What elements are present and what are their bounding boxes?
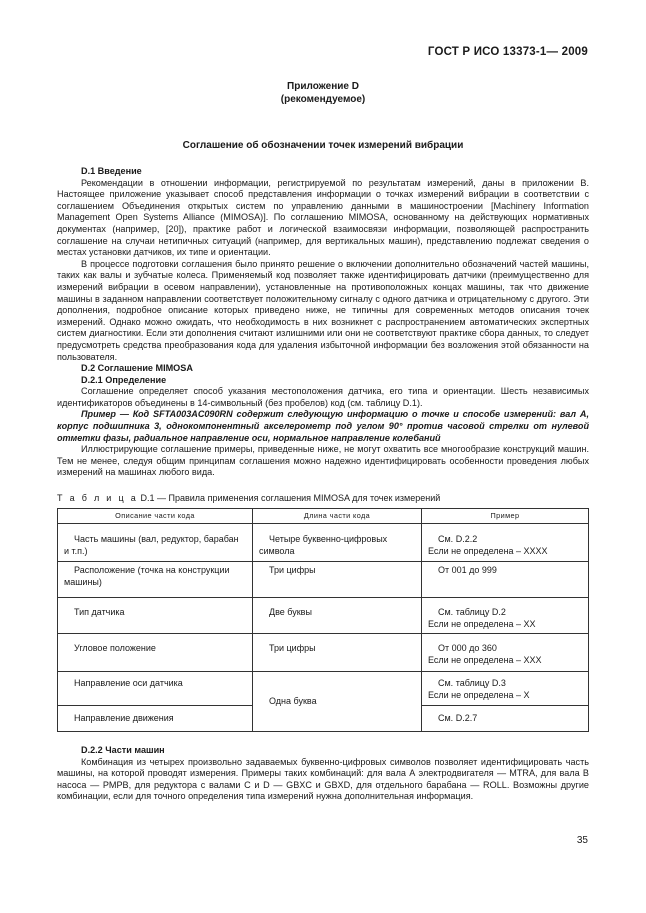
table-cell-example	[422, 672, 589, 706]
column-header-example: Пример	[422, 509, 589, 524]
table-cell-example	[422, 562, 589, 598]
appendix-status: (рекомендуемое)	[280, 94, 366, 105]
table-cell-description: Направление оси датчика	[58, 672, 253, 706]
table-cell-description: Часть машины (вал, редуктор, барабан и т.п.)	[58, 524, 253, 562]
table-caption	[57, 493, 440, 503]
section-d22-paragraph-1: Комбинация из четырех произвольно задаваемых буквенно-цифровых символов позволяет идентифицировать часть машины, на которой проводят измерения. Примеры таких комбинаций: для вала А электродвигателя — MTRA, для вала В насоса — PMPB, для редуктора с валами С и D — GBXC и GBXD, для отдельного барабана — ROLL. Возможны другие комбинации, если для точного определения типа измерений нужна дополнительная информация.	[57, 756, 589, 802]
section-d21-example: Пример — Код SFTA003AC090RN содержит следующую информацию о точке и способе измерений: вал А, корпус подшипника 3, однокомпонентный акселерометр под углом 90° против часовой стрелки от нулевой отметки фазы, радиальное направление оси, нормальное направление колебаний	[57, 409, 589, 443]
example-default: Если не определена – XXX	[428, 654, 542, 665]
table-cell-length: Две буквы	[253, 598, 422, 634]
appendix-title: Соглашение об обозначении точек измерений вибрации	[182, 140, 464, 151]
appendix-heading	[0, 80, 646, 106]
section-d2-heading: D.2 Соглашение MIMOSA	[81, 363, 193, 374]
table-cell-example	[422, 634, 589, 672]
table-cell-example	[422, 598, 589, 634]
example-value: От 000 до 360	[438, 643, 497, 653]
section-d22-heading: D.2.2 Части машин	[81, 745, 165, 755]
example-value: См. таблицу D.3	[438, 678, 506, 688]
section-d21-paragraph-2: Иллюстрирующие соглашение примеры, приведенные ниже, не могут охватить все многообразие конструкций машин. Тем не менее, следуя общим принципам соглашения можно надежно идентифицировать особенности проведения любых измерений на машинах любого вида.	[57, 444, 589, 478]
table-cell-length-merged: Одна буква	[253, 672, 422, 732]
section-d1-paragraph-2: В процессе подготовки соглашения было принято решение о включении дополнительно обозначений частей машины, таких как валы и зубчатые колеса. Применяемый код позволяет также идентифицировать датчики (преимущественно для измерений вибрации в осевом направлении), установленные на противоположных концах машины, так что движение машины в заданном направлении соответствует положительному сигналу с одного датчика и отрицательному с другого. Эти дополнения, подробное описание которых приведено ниже, не типичны для современных методов описания точек измерений. Однако можно ожидать, что необходимость в них возникнет с распространением автоматических экспертных систем диагностики. Если эти дополнения считают излишними или они не соответствуют практике сбора данных, то следует предусмотреть средства преобразования кода для удаления избыточной информации без возложения этой обязанности на пользователя.	[57, 258, 589, 362]
section-d1-heading: D.1 Введение	[81, 166, 142, 176]
table-cell-length: Четыре буквенно-цифровых символа	[253, 524, 422, 562]
table-row	[58, 634, 589, 672]
example-value: См. таблицу D.2	[438, 607, 506, 617]
table-cell-description: Угловое положение	[58, 634, 253, 672]
example-value: См. D.2.2	[438, 534, 478, 544]
table-header-row	[58, 509, 589, 524]
example-value: См. D.2.7	[438, 713, 478, 723]
table-cell-example	[422, 706, 589, 732]
table-cell-length: Три цифры	[253, 562, 422, 598]
section-d1-paragraph-1: Рекомендации в отношении информации, регистрируемой по результатам измерений, даны в приложении В. Настоящее приложение указывает способ представления информации о точках измерений вибрации в соответствии с соглашением Объединения открытых систем по управлению данными в машиностроении [Machinery Information Management Open Systems Alliance (MIMOSA)]. По соглашению MIMOSA, основанному на действующих нормативных документах (например, [20]), практике работ и логической взаимосвязи информации, позволяющей распространить соглашение на случаи нетипичных ситуаций (например, для вертикальных машин), представлению подлежат сведения о местах установки датчиков, их типе и ориентации.	[57, 177, 589, 258]
example-default: Если не определена – XXXX	[428, 545, 548, 556]
table-caption-prefix: Т а б л и ц а	[57, 493, 138, 503]
section-d22	[57, 745, 589, 803]
table-caption-text: D.1 — Правила применения соглашения MIMOSA для точек измерений	[140, 493, 441, 503]
table-cell-example	[422, 524, 589, 562]
table-row	[58, 598, 589, 634]
mimosa-rules-table	[57, 508, 589, 732]
example-value: От 001 до 999	[438, 565, 497, 575]
section-d21-paragraph-1: Соглашение определяет способ указания местоположения датчика, его типа и ориентации. Шесть независимых идентификаторов объединены в 14-символьный (без пробелов) код (см. таблицу D.1).	[57, 386, 589, 408]
column-header-length: Длина части кода	[253, 509, 422, 524]
example-default: Если не определена – X	[428, 689, 530, 700]
body-text	[57, 166, 589, 479]
column-header-description: Описание части кода	[58, 509, 253, 524]
standard-designation: ГОСТ Р ИСО 13373-1— 2009	[427, 46, 588, 58]
section-d21-heading: D.2.1 Определение	[81, 374, 167, 385]
example-default: Если не определена – XX	[428, 618, 536, 629]
table-row	[58, 672, 589, 706]
table-cell-description: Тип датчика	[58, 598, 253, 634]
table-row	[58, 524, 589, 562]
table-cell-description: Направление движения	[58, 706, 253, 732]
table-cell-length: Три цифры	[253, 634, 422, 672]
appendix-label: Приложение D	[287, 81, 359, 92]
table-cell-description: Расположение (точка на конструкции машины)	[58, 562, 253, 598]
table-row	[58, 562, 589, 598]
page-number: 35	[576, 835, 588, 846]
